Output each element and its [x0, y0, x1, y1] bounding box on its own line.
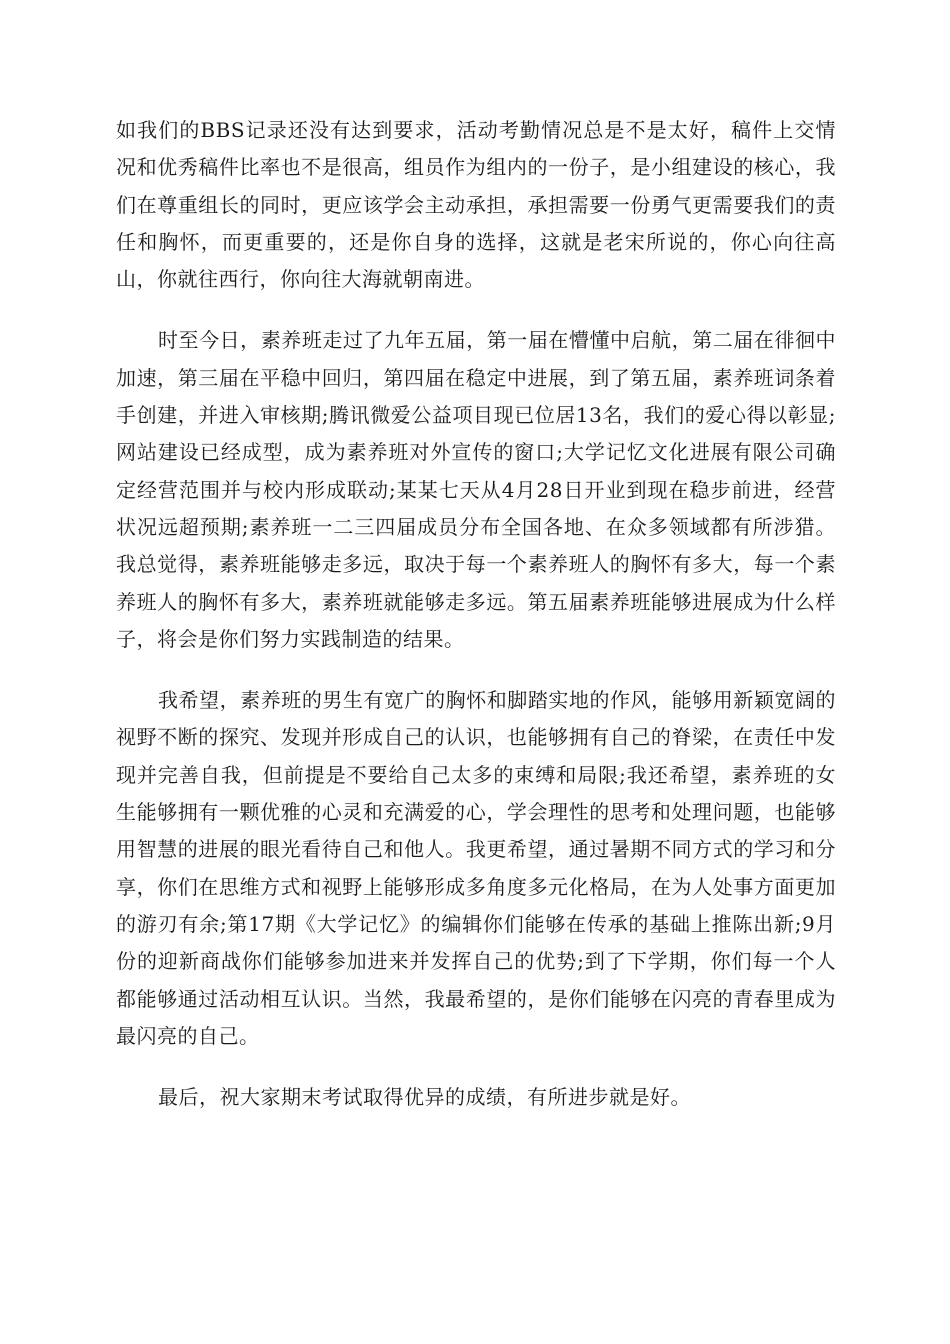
- paragraph-1: 如我们的BBS记录还没有达到要求，活动考勤情况总是不是太好，稿件上交情况和优秀稿件比率也不是很高，组员作为组内的一份子，是小组建设的核心，我们在尊重组长的同时，更应该学会主动承担，承担需要一份勇气更需要我们的责任和胸怀，而更重要的，还是你自身的选择，这就是老宋所说的，你心向往高山，你就往西行，你向往大海就朝南进。: [116, 118, 836, 292]
- paragraph-gap: [116, 298, 836, 322]
- paragraph-3: 我希望，素养班的男生有宽广的胸怀和脚踏实地的作风，能够用新颖宽阔的视野不断的探究、发现并形成自己的认识，也能够拥有自己的脊梁，在责任中发现并完善自我，但前提是不要给自己太多的束缚和局限;我还希望，素养班的女生能够拥有一颗优雅的心灵和充满爱的心，学会理性的思考和处理问题，也能够用智慧的进展的眼光看待自己和他人。我更希望，通过暑期不同方式的学习和分享，你们在思维方式和视野上能够形成多角度多元化格局，在为人处事方面更加的游刃有余;第17期《大学记忆》的编辑你们能够在传承的基础上推陈出新;9月份的迎新商战你们能够参加进来并发挥自己的优势;到了下学期，你们每一个人都能够通过活动相互认识。当然，我最希望的，是你们能够在闪亮的青春里成为最闪亮的自己。: [116, 688, 836, 1048]
- document-body: [116, 112, 836, 1116]
- paragraph-gap: [116, 1055, 836, 1079]
- paragraph-2: 时至今日，素养班走过了九年五届，第一届在懵懂中启航，第二届在徘徊中加速，第三届在平稳中回归，第四届在稳定中进展，到了第五届，素养班词条着手创建，并进入审核期;腾讯微爱公益项目现已位居13名，我们的爱心得以彰显;网站建设已经成型，成为素养班对外宣传的窗口;大学记忆文化进展有限公司确定经营范围并与校内形成联动;某某七天从4月28日开业到现在稳步前进，经营状况远超预期;素养班一二三四届成员分布全国各地、在众多领域都有所涉猎。我总觉得，素养班能够走多远，取决于每一个素养班人的胸怀有多大，每一个素养班人的胸怀有多大，素养班就能够走多远。第五届素养班能够进展成为什么样子，将会是你们努力实践制造的结果。: [116, 328, 836, 651]
- paragraph-4: 最后，祝大家期末考试取得优异的成绩，有所进步就是好。: [158, 1085, 691, 1110]
- paragraph-gap: [116, 658, 836, 682]
